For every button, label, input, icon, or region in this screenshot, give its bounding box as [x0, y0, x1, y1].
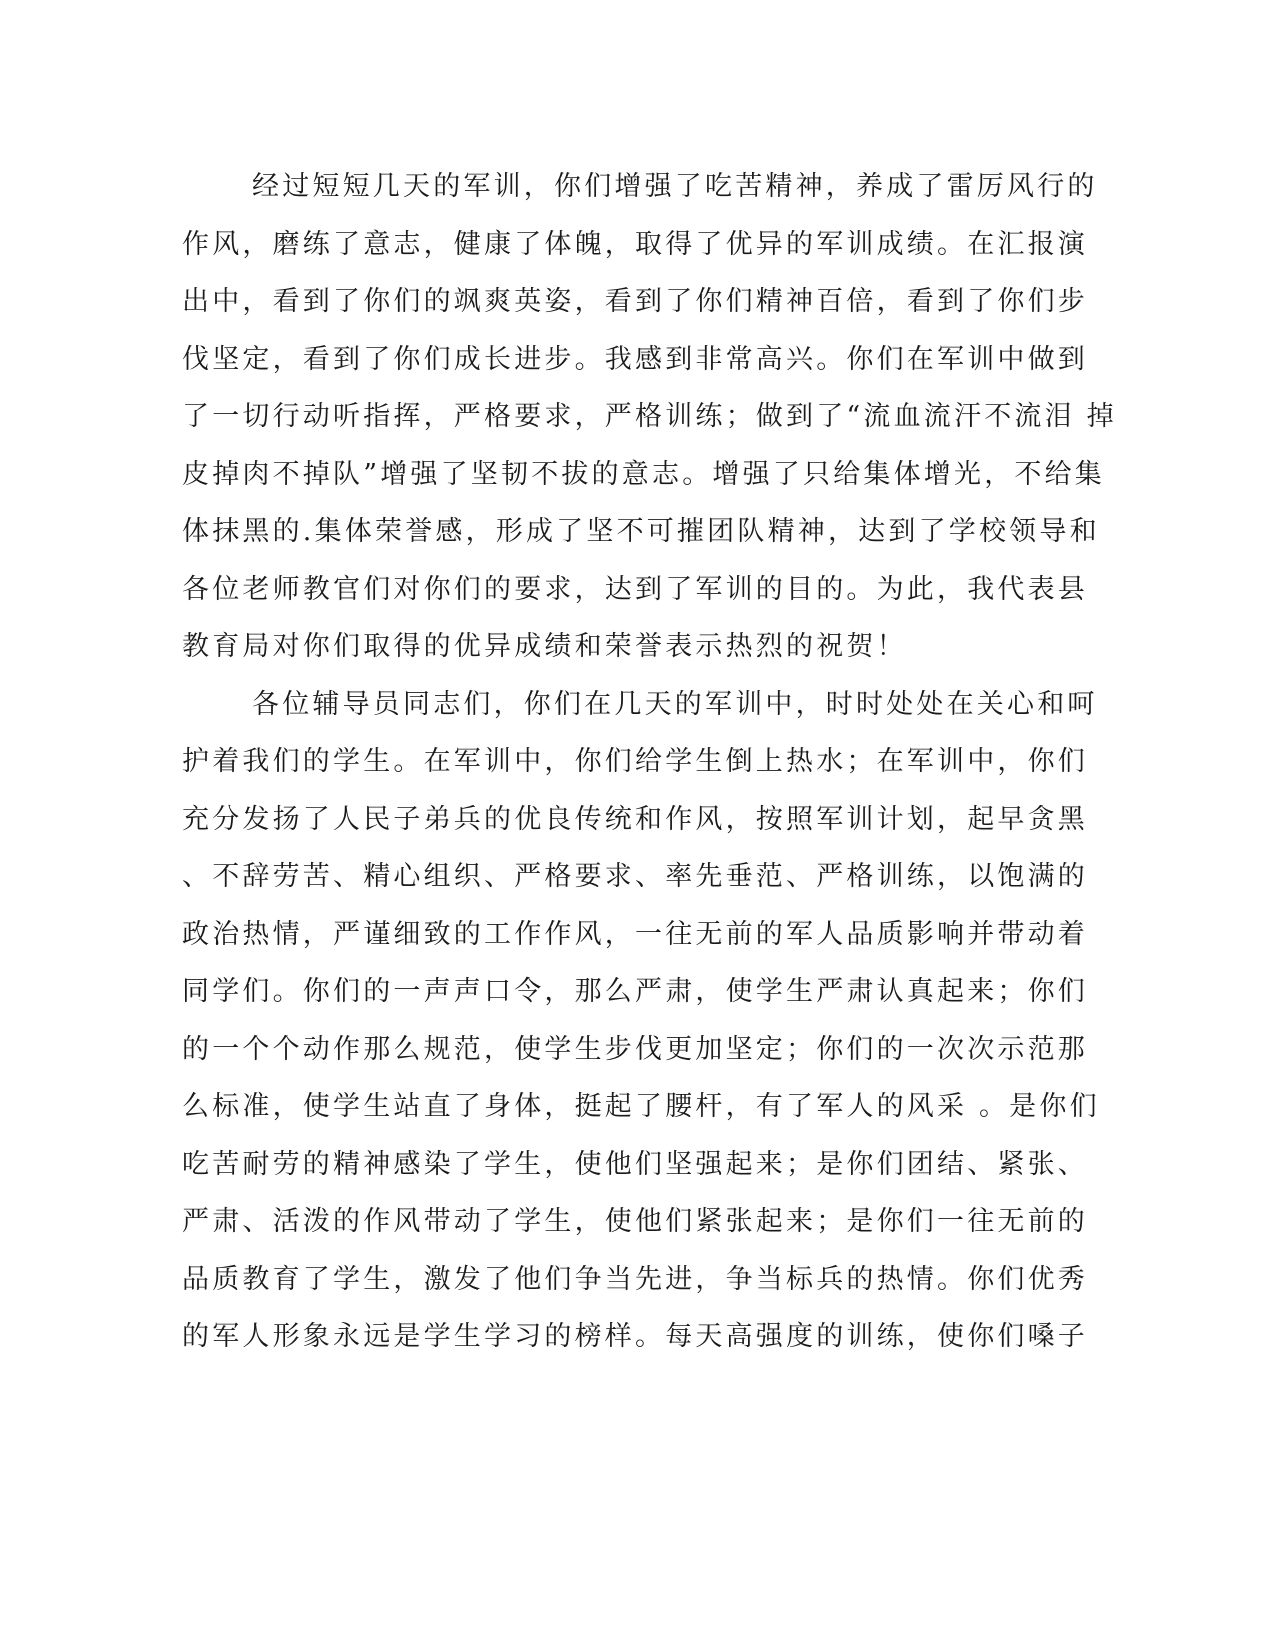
paragraph-2-line-9: 吃苦耐劳的精神感染了学生，使他们坚强起来；是你们团结、紧张、: [182, 1148, 1088, 1180]
paragraph-2-line-8: 么标准，使学生站直了身体，挺起了腰杆，有了军人的风采 。是你们: [182, 1091, 1100, 1122]
paragraph-2-line-11: 品质教育了学生，激发了他们争当先进，争当标兵的热情。你们优秀: [182, 1263, 1088, 1295]
paragraph-2-line-3: 充分发扬了人民子弟兵的优良传统和作风，按照军训计划，起早贪黑: [182, 803, 1088, 835]
paragraph-1-line-8: 各位老师教官们对你们的要求，达到了军训的目的。为此，我代表县: [182, 573, 1088, 605]
paragraph-2-line-4: 、不辞劳苦、精心组织、严格要求、率先垂范、严格训练，以饱满的: [182, 861, 1088, 892]
paragraph-1-line-2: 作风，磨练了意志，健康了体魄，取得了优异的军训成绩。在汇报演: [182, 228, 1088, 260]
paragraph-1-line-7: 体抹黑的.集体荣誉感，形成了坚不可摧团队精神，达到了学校领导和: [182, 516, 1100, 547]
paragraph-2-line-6: 同学们。你们的一声声口令，那么严肃，使学生严肃认真起来；你们: [182, 976, 1088, 1007]
paragraph-2-line-5: 政治热情，严谨细致的工作作风，一往无前的军人品质影响并带动着: [182, 918, 1088, 950]
paragraph-2-line-10: 严肃、活泼的作风带动了学生，使他们紧张起来；是你们一往无前的: [182, 1206, 1088, 1237]
paragraph-1-line-1: 经过短短几天的军训，你们增强了吃苦精神，养成了雷厉风行的: [252, 171, 1098, 202]
paragraph-1-line-9: 教育局对你们取得的优异成绩和荣誉表示热烈的祝贺！: [182, 631, 907, 662]
paragraph-2-line-1: 各位辅导员同志们，你们在几天的军训中，时时处处在关心和呵: [252, 688, 1098, 720]
paragraph-2-line-7: 的一个个动作那么规范，使学生步伐更加坚定；你们的一次次示范那: [182, 1033, 1088, 1065]
paragraph-2-line-2: 护着我们的学生。在军训中，你们给学生倒上热水；在军训中，你们: [182, 746, 1088, 777]
paragraph-2-line-12: 的军人形象永远是学生学习的榜样。每天高强度的训练，使你们嗓子: [182, 1321, 1088, 1352]
paragraph-1-line-3: 出中，看到了你们的飒爽英姿，看到了你们精神百倍，看到了你们步: [182, 286, 1088, 317]
paragraph-1-line-5: 了一切行动听指挥，严格要求，严格训练；做到了“流血流汗不流泪 掉: [182, 401, 1117, 432]
paragraph-1-line-4: 伐坚定，看到了你们成长进步。我感到非常高兴。你们在军训中做到: [182, 343, 1088, 375]
paragraph-1-line-6: 皮掉肉不掉队”增强了坚韧不拔的意志。增强了只给集体增光，不给集: [182, 458, 1106, 490]
body-text: [182, 158, 1117, 1366]
